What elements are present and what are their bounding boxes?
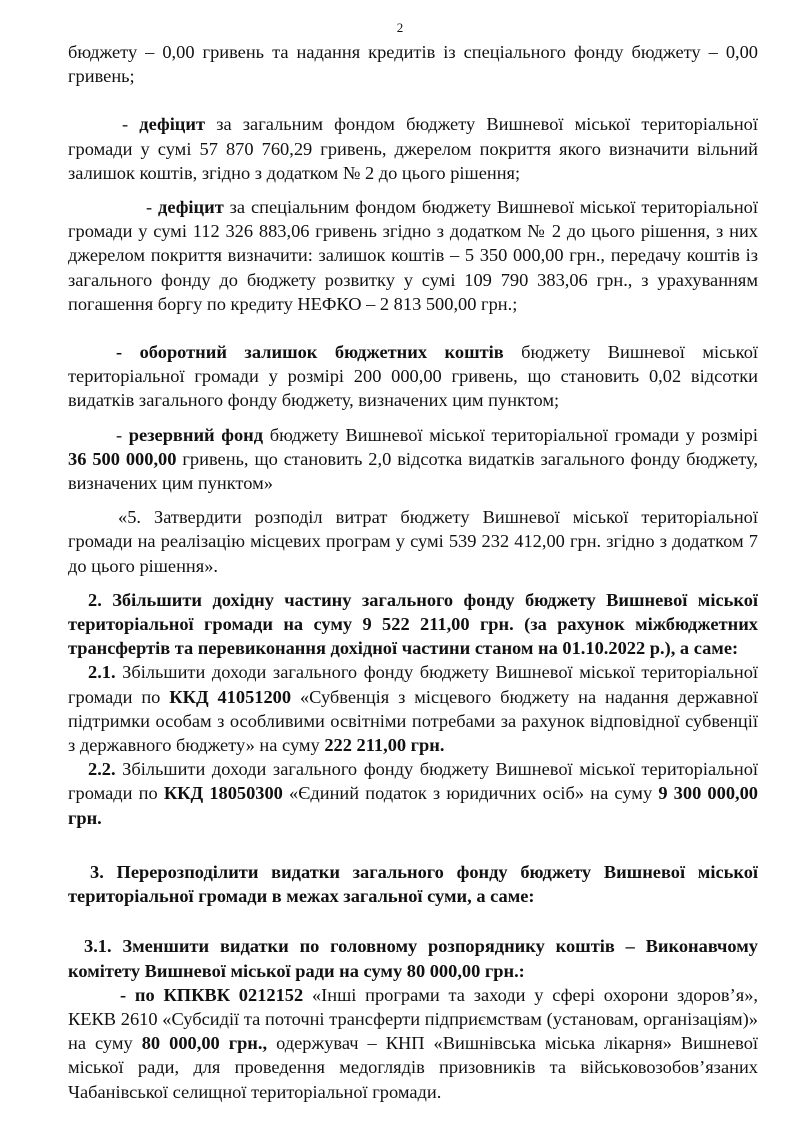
term-deficit: дефіцит — [139, 114, 206, 135]
paragraph-budget-credits: бюджету – 0,00 гривень та надання кредитів із спеціального фонду бюджету – 0,00 гривень; — [68, 42, 758, 87]
section-2-2: 2.2. Збільшити доходи загального фонду бюджету Вишневої міської територіальної громади по ККД 18050300 «Єдиний податок з юридичних осіб» на суму 9 300 000,00 грн. — [68, 759, 758, 828]
paragraph-special-deficit: - дефіцит за спеціальним фондом бюджету Вишневої міської територіальної громади у сумі 112 326 883,06 гривень згідно з додатком № 2 до цього рішення, з них джерелом покриття визначити: залишок коштів – 5 350 000,00 грн., передачу коштів із загального фонду до бюджету розвитку у сумі 109 790 383,06 грн., з урахуванням погашення боргу по кредиту НЕФКО – 2 813 500,00 грн.; — [68, 197, 758, 314]
item-number: 2.1. — [88, 662, 116, 683]
paragraph-kpkvk: - по КПКВК 0212152 «Інші програми та заходи у сфері охорони здоров’я», КЕКВ 2610 «Субсидії та поточні трансферти підприємствам (установам, організаціям)» на суму 80 000,00 грн., одержувач – КНП «Вишнівська міська лікарня» Вишневої міської ради, для проведення медоглядів призовників та військовозобов’язаних Чабанівської селищної територіальної громади. — [68, 984, 758, 1102]
revenue-amount: 9 300 000,00 грн. — [68, 783, 758, 828]
term-deficit: дефіцит — [158, 197, 224, 218]
kpkvk-amount: 80 000,00 грн., — [141, 1033, 268, 1054]
section-2-1: 2.1. Збільшити доходи загального фонду бюджету Вишневої міської територіальної громади по ККД 41051200 «Субвенція з місцевого бюджету на надання державної підтримки особам з особливими освітніми потребами за рахунок відповідної субвенції з державного бюджету» на суму 222 211,00 грн. — [68, 662, 759, 756]
term-reserve-fund: резервний фонд — [128, 424, 264, 445]
reserve-amount: 36 500 000,00 — [68, 448, 177, 469]
document-body — [68, 40, 758, 1104]
revenue-code: ККД 18050300 — [163, 783, 283, 804]
paragraph-working-balance: - оборотний залишок бюджетних коштів бюджету Вишневої міської територіальної громади у розмірі 200 000,00 гривень, що становить 0,02 відсотки видатків загального фонду бюджету, визначених цим пунктом; — [68, 342, 758, 411]
revenue-amount: 222 211,00 грн. — [324, 735, 445, 756]
section-3-heading: 3. Перерозподілити видатки загального фонду бюджету Вишневої міської територіальної громади в межах загальної суми, а саме: — [68, 861, 758, 907]
section-2-heading: 2. Збільшити дохідну частину загального фонду бюджету Вишневої міської територіальної громади на суму 9 522 211,00 грн. (за рахунок міжбюджетних трансфертів та перевиконання дохідної частини станом на 01.10.2022 р.), а саме: — [68, 589, 758, 659]
page-number: 2 — [396, 20, 404, 35]
paragraph-local-programs: «5. Затвердити розподіл витрат бюджету Вишневої міської територіальної громади на реалізацію місцевих програм у сумі 539 232 412,00 грн. згідно з додатком 7 до цього рішення». — [68, 507, 758, 576]
kpkvk-code: - по КПКВК 0212152 — [120, 984, 304, 1005]
section-3-1-heading: 3.1. Зменшити видатки по головному розпоряднику коштів – Виконавчому комітету Вишневої міської ради на суму 80 000,00 грн.: — [68, 936, 758, 981]
revenue-code: ККД 41051200 — [169, 686, 292, 707]
paragraph-general-deficit: - дефіцит за загальним фондом бюджету Вишневої міської територіальної громади у сумі 57 870 760,29 гривень, джерелом покриття якого визначити вільний залишок коштів, згідно з додатком № 2 до цього рішення; — [68, 114, 758, 183]
item-number: 2.2. — [88, 759, 116, 780]
term-working-balance: - оборотний залишок бюджетних коштів — [116, 342, 504, 363]
paragraph-reserve-fund: - резервний фонд бюджету Вишневої міської територіальної громади у розмірі 36 500 000,00 гривень, що становить 2,0 відсотка видатків загального фонду бюджету, визначених цим пунктом» — [68, 424, 758, 494]
